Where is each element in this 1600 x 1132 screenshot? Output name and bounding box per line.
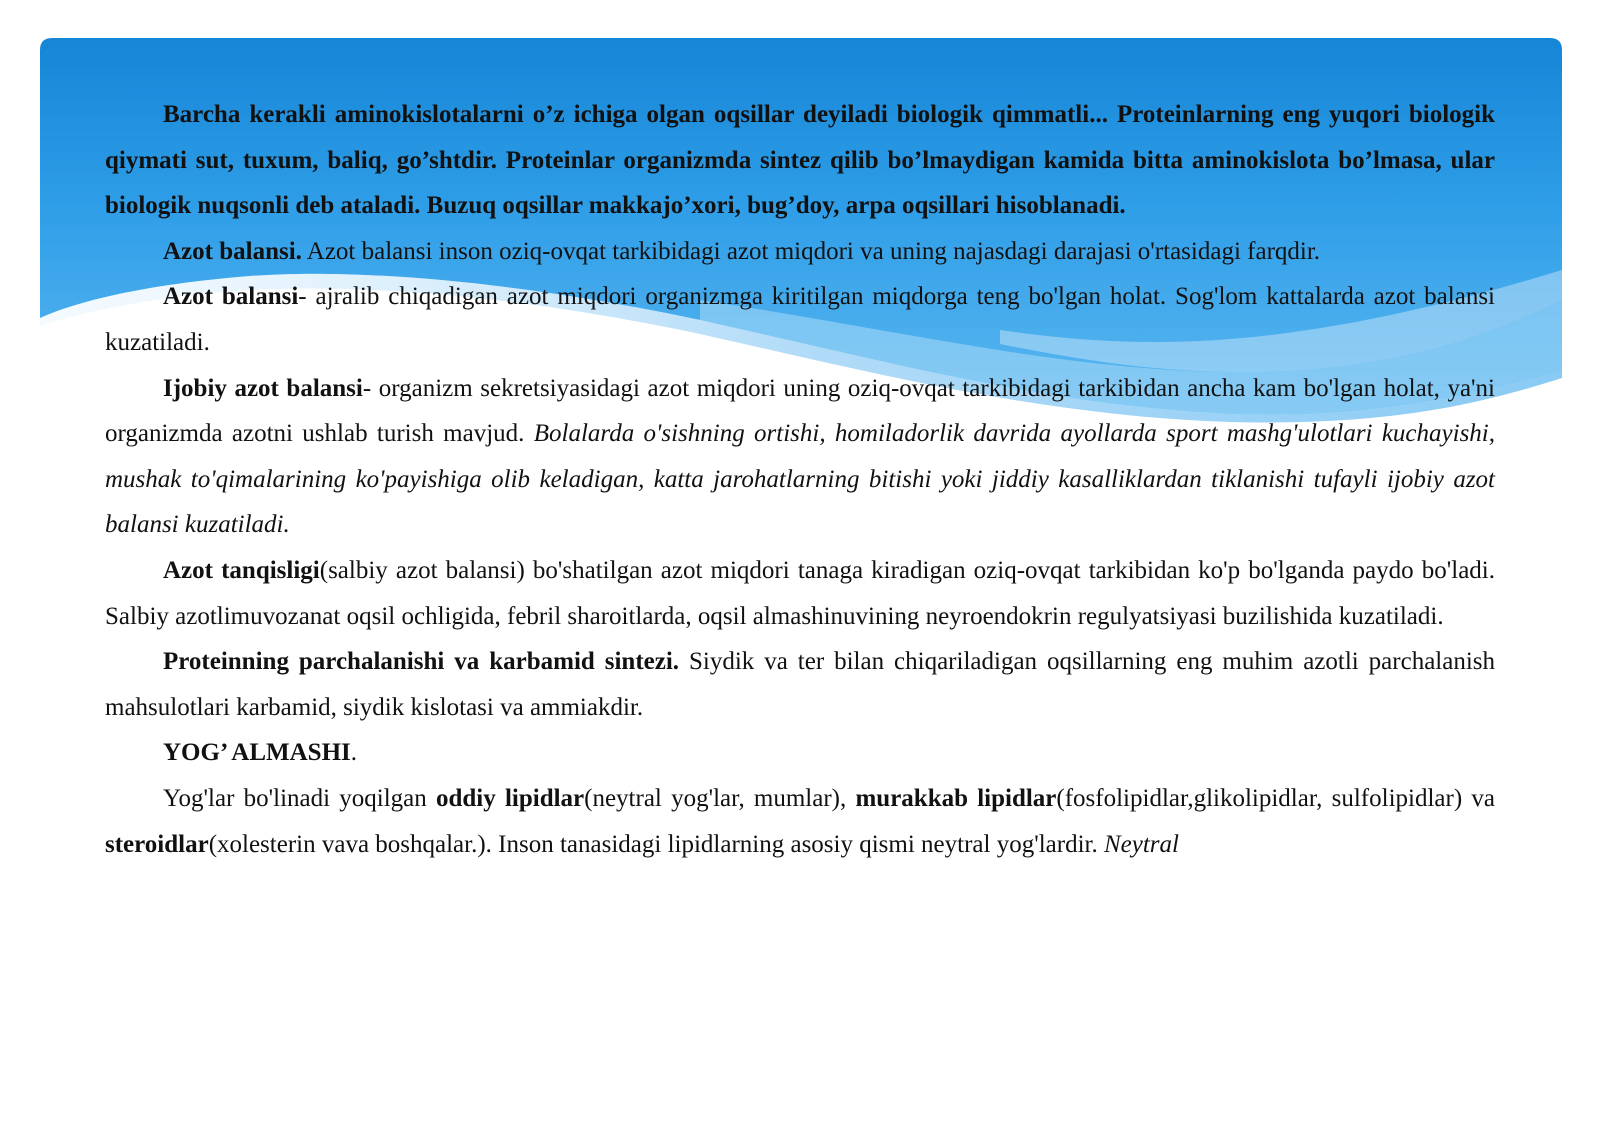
heading-punctuation: . xyxy=(350,739,357,767)
paragraph-text: (salbiy azot balansi) bo'shatilgan azot miqdori tanaga kiradigan oziq-ovqat tarkibidan ko'p bo'lganda paydo bo'ladi. Salbiy azotlimuvozanat oqsil ochligida, febril sharoitlarda, oqsil almashinuvining neyroendokrin regulyatsiyasi buzilishida kuzatiladi. xyxy=(105,556,1496,630)
paragraph-lipids xyxy=(105,776,1495,867)
paragraph-italic-text: Neytral xyxy=(1103,830,1179,858)
term-murakkab-lipidlar: murakkab lipidlar xyxy=(855,784,1057,812)
term-protein-breakdown: Proteinning parchalanishi va karbamid sintezi. xyxy=(163,648,680,676)
document-body xyxy=(105,92,1495,867)
paragraph-text: - organizm sekretsiyasidagi azot miqdori uning oziq-ovqat tarkibidagi tarkibidan ancha kam bo'lgan holat, ya'ni organizmda azotni ushlab turish mavjud. xyxy=(105,374,1496,448)
paragraph-biological-value xyxy=(105,92,1495,229)
paragraph-ijobiy-azot-balansi xyxy=(105,366,1495,548)
paragraph-text: (fosfolipidlar,glikolipidlar, sulfolipidlar) va xyxy=(1056,784,1495,812)
term-oddiy-lipidlar: oddiy lipidlar xyxy=(435,784,585,812)
paragraph-azot-balansi-definition xyxy=(105,229,1495,275)
paragraph-italic-text: Bolalarda o'sishning ortishi, homiladorlik davrida ayollarda sport mashg'ulotlari kuchayishi, mushak to'qimalarining ko'payishiga olib keladigan, katta jarohatlarning bitishi yoki jiddiy kasalliklardan tiklanishi tufayli ijobiy azot balansi kuzatiladi. xyxy=(105,420,1495,539)
heading-text: YOG’ ALMASHI xyxy=(163,739,351,767)
paragraph-azot-tanqisligi xyxy=(105,548,1495,639)
paragraph-text: Barcha kerakli aminokislotalarni o’z ichiga olgan oqsillar deyiladi biologik qimmatli... Proteinlarning eng yuqori biologik qiymati sut, tuxum, baliq, go’shtdir. Proteinlar organizmda sintez qilib bo’lmaydigan kamida bitta aminokislota bo’lmasa, ular biologik nuqsonli deb ataladi. Buzuq oqsillar makkajo’xori, bug’doy, arpa oqsillari hisoblanadi. xyxy=(105,101,1495,220)
paragraph-protein-breakdown xyxy=(105,639,1495,730)
term-azot-balansi: Azot balansi xyxy=(163,283,299,311)
paragraph-text: Siydik va ter bilan chiqariladigan oqsillarning eng muhim azotli parchalanish mahsulotlari karbamid, siydik kislotasi va ammiakdir. xyxy=(105,648,1496,721)
paragraph-azot-balansi-equilibrium xyxy=(105,274,1495,365)
term-steroidlar: steroidlar xyxy=(105,830,209,858)
paragraph-text: - ajralib chiqadigan azot miqdori organizmga kiritilgan miqdorga teng bo'lgan holat. Sog'lom kattalarda azot balansi kuzatiladi. xyxy=(105,283,1495,356)
paragraph-text: (neytral yog'lar, mumlar), xyxy=(584,784,856,812)
term-azot-tanqisligi: Azot tanqisligi xyxy=(163,556,320,584)
term-ijobiy-azot-balansi: Ijobiy azot balansi xyxy=(163,374,363,402)
paragraph-text: (xolesterin vava boshqalar.). Inson tanasidagi lipidlarning asosiy qismi neytral yog'lardir. xyxy=(208,830,1104,858)
paragraph-text: Azot balansi inson oziq-ovqat tarkibidagi azot miqdori va uning najasdagi darajasi o'rtasidagi farqdir. xyxy=(301,237,1321,265)
paragraph-text: Yog'lar bo'linadi yoqilgan xyxy=(163,784,436,812)
term-azot-balansi: Azot balansi. xyxy=(163,237,302,265)
section-heading-yog-almashi xyxy=(105,730,1495,776)
